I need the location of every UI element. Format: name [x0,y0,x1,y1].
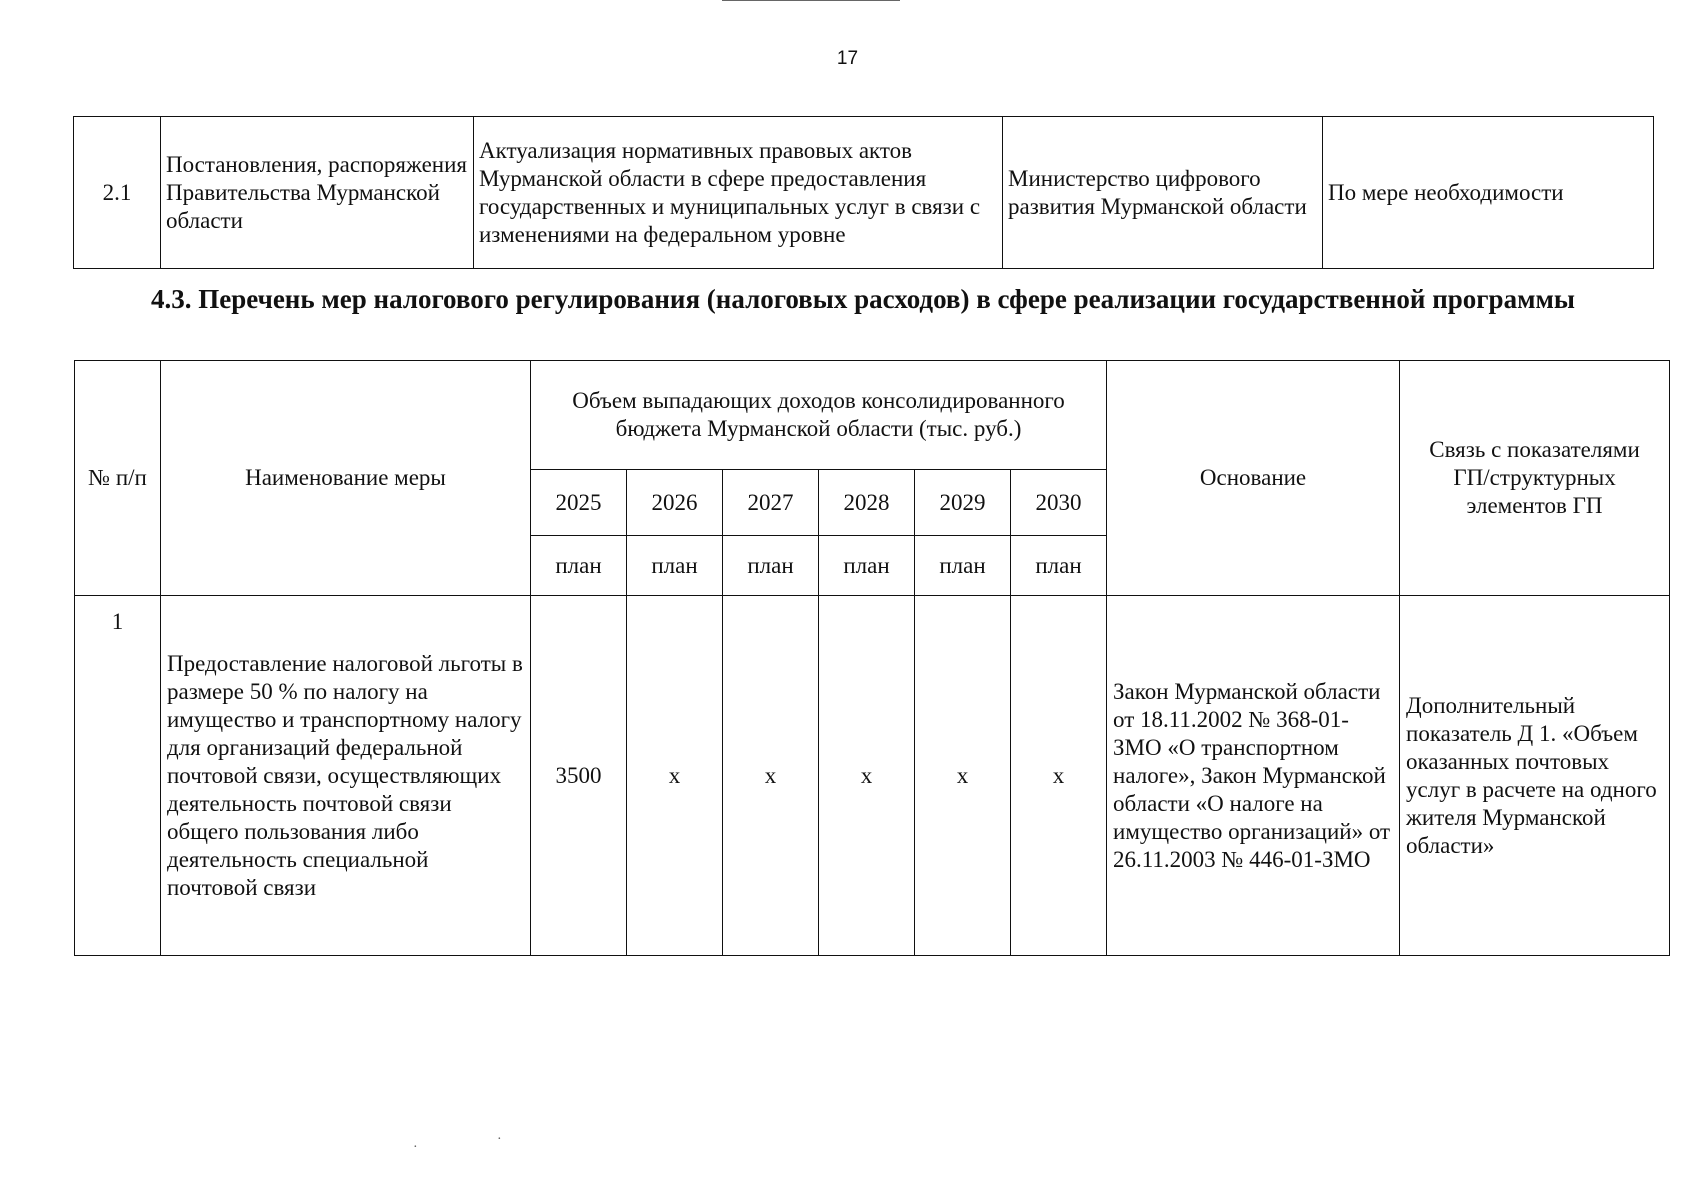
year-cell: 2027 [723,470,819,536]
row-number: 2.1 [74,117,161,269]
responsible-body: Министерство цифрового развития Мурманской области [1003,117,1323,269]
indicator-link: Дополнительный показатель Д 1. «Объем оказанных почтовых услуг в расчете на одного жителя Мурманской области» [1400,596,1670,956]
value-cell: 3500 [531,596,627,956]
year-cell: 2030 [1011,470,1107,536]
measure-name: Предоставление налоговой льготы в размере 50 % по налогу на имущество и транспортному налогу для организаций федеральной почтовой связи, осуществляющих деятельность почтовой связи общего пользования либо деятельность специальной почтовой связи [161,596,531,956]
activities-table [73,116,1654,269]
plan-cell: план [819,536,915,596]
measure-basis: Закон Мурманской области от 18.11.2002 № 368-01-ЗМО «О транспортном налоге», Закон Мурманской области «О налоге на имущество организаций» от 26.11.2003 № 446-01-ЗМО [1107,596,1400,956]
act-description: Актуализация нормативных правовых актов Мурманской области в сфере предоставления государственных и муниципальных услуг в связи с изменениями на федеральном уровне [474,117,1003,269]
value-cell: х [1011,596,1107,956]
year-cell: 2029 [915,470,1011,536]
deadline: По мере необходимости [1323,117,1654,269]
page-number: 17 [836,48,859,69]
table-row [74,117,1654,269]
value-cell: х [627,596,723,956]
header-name: Наименование меры [161,361,531,596]
scan-speck: · [497,1132,502,1147]
top-rule [722,0,900,1]
value-cell: х [819,596,915,956]
year-cell: 2028 [819,470,915,536]
act-type: Постановления, распоряжения Правительства Мурманской области [161,117,474,269]
scan-speck: · [413,1140,418,1155]
plan-cell: план [915,536,1011,596]
plan-cell: план [1011,536,1107,596]
section-title: 4.3. Перечень мер налогового регулирования (налоговых расходов) в сфере реализации государственной программы [151,284,1575,314]
header-basis: Основание [1107,361,1400,596]
measure-number: 1 [75,596,161,956]
header-row [75,361,1670,470]
header-num: № п/п [75,361,161,596]
plan-cell: план [531,536,627,596]
tax-measures-table [74,360,1670,956]
header-link: Связь с показателями ГП/структурных элементов ГП [1400,361,1670,596]
plan-cell: план [723,536,819,596]
value-cell: х [915,596,1011,956]
year-cell: 2026 [627,470,723,536]
year-cell: 2025 [531,470,627,536]
table-row [75,596,1670,956]
plan-cell: план [627,536,723,596]
header-volume: Объем выпадающих доходов консолидированного бюджета Мурманской области (тыс. руб.) [531,361,1107,470]
value-cell: х [723,596,819,956]
